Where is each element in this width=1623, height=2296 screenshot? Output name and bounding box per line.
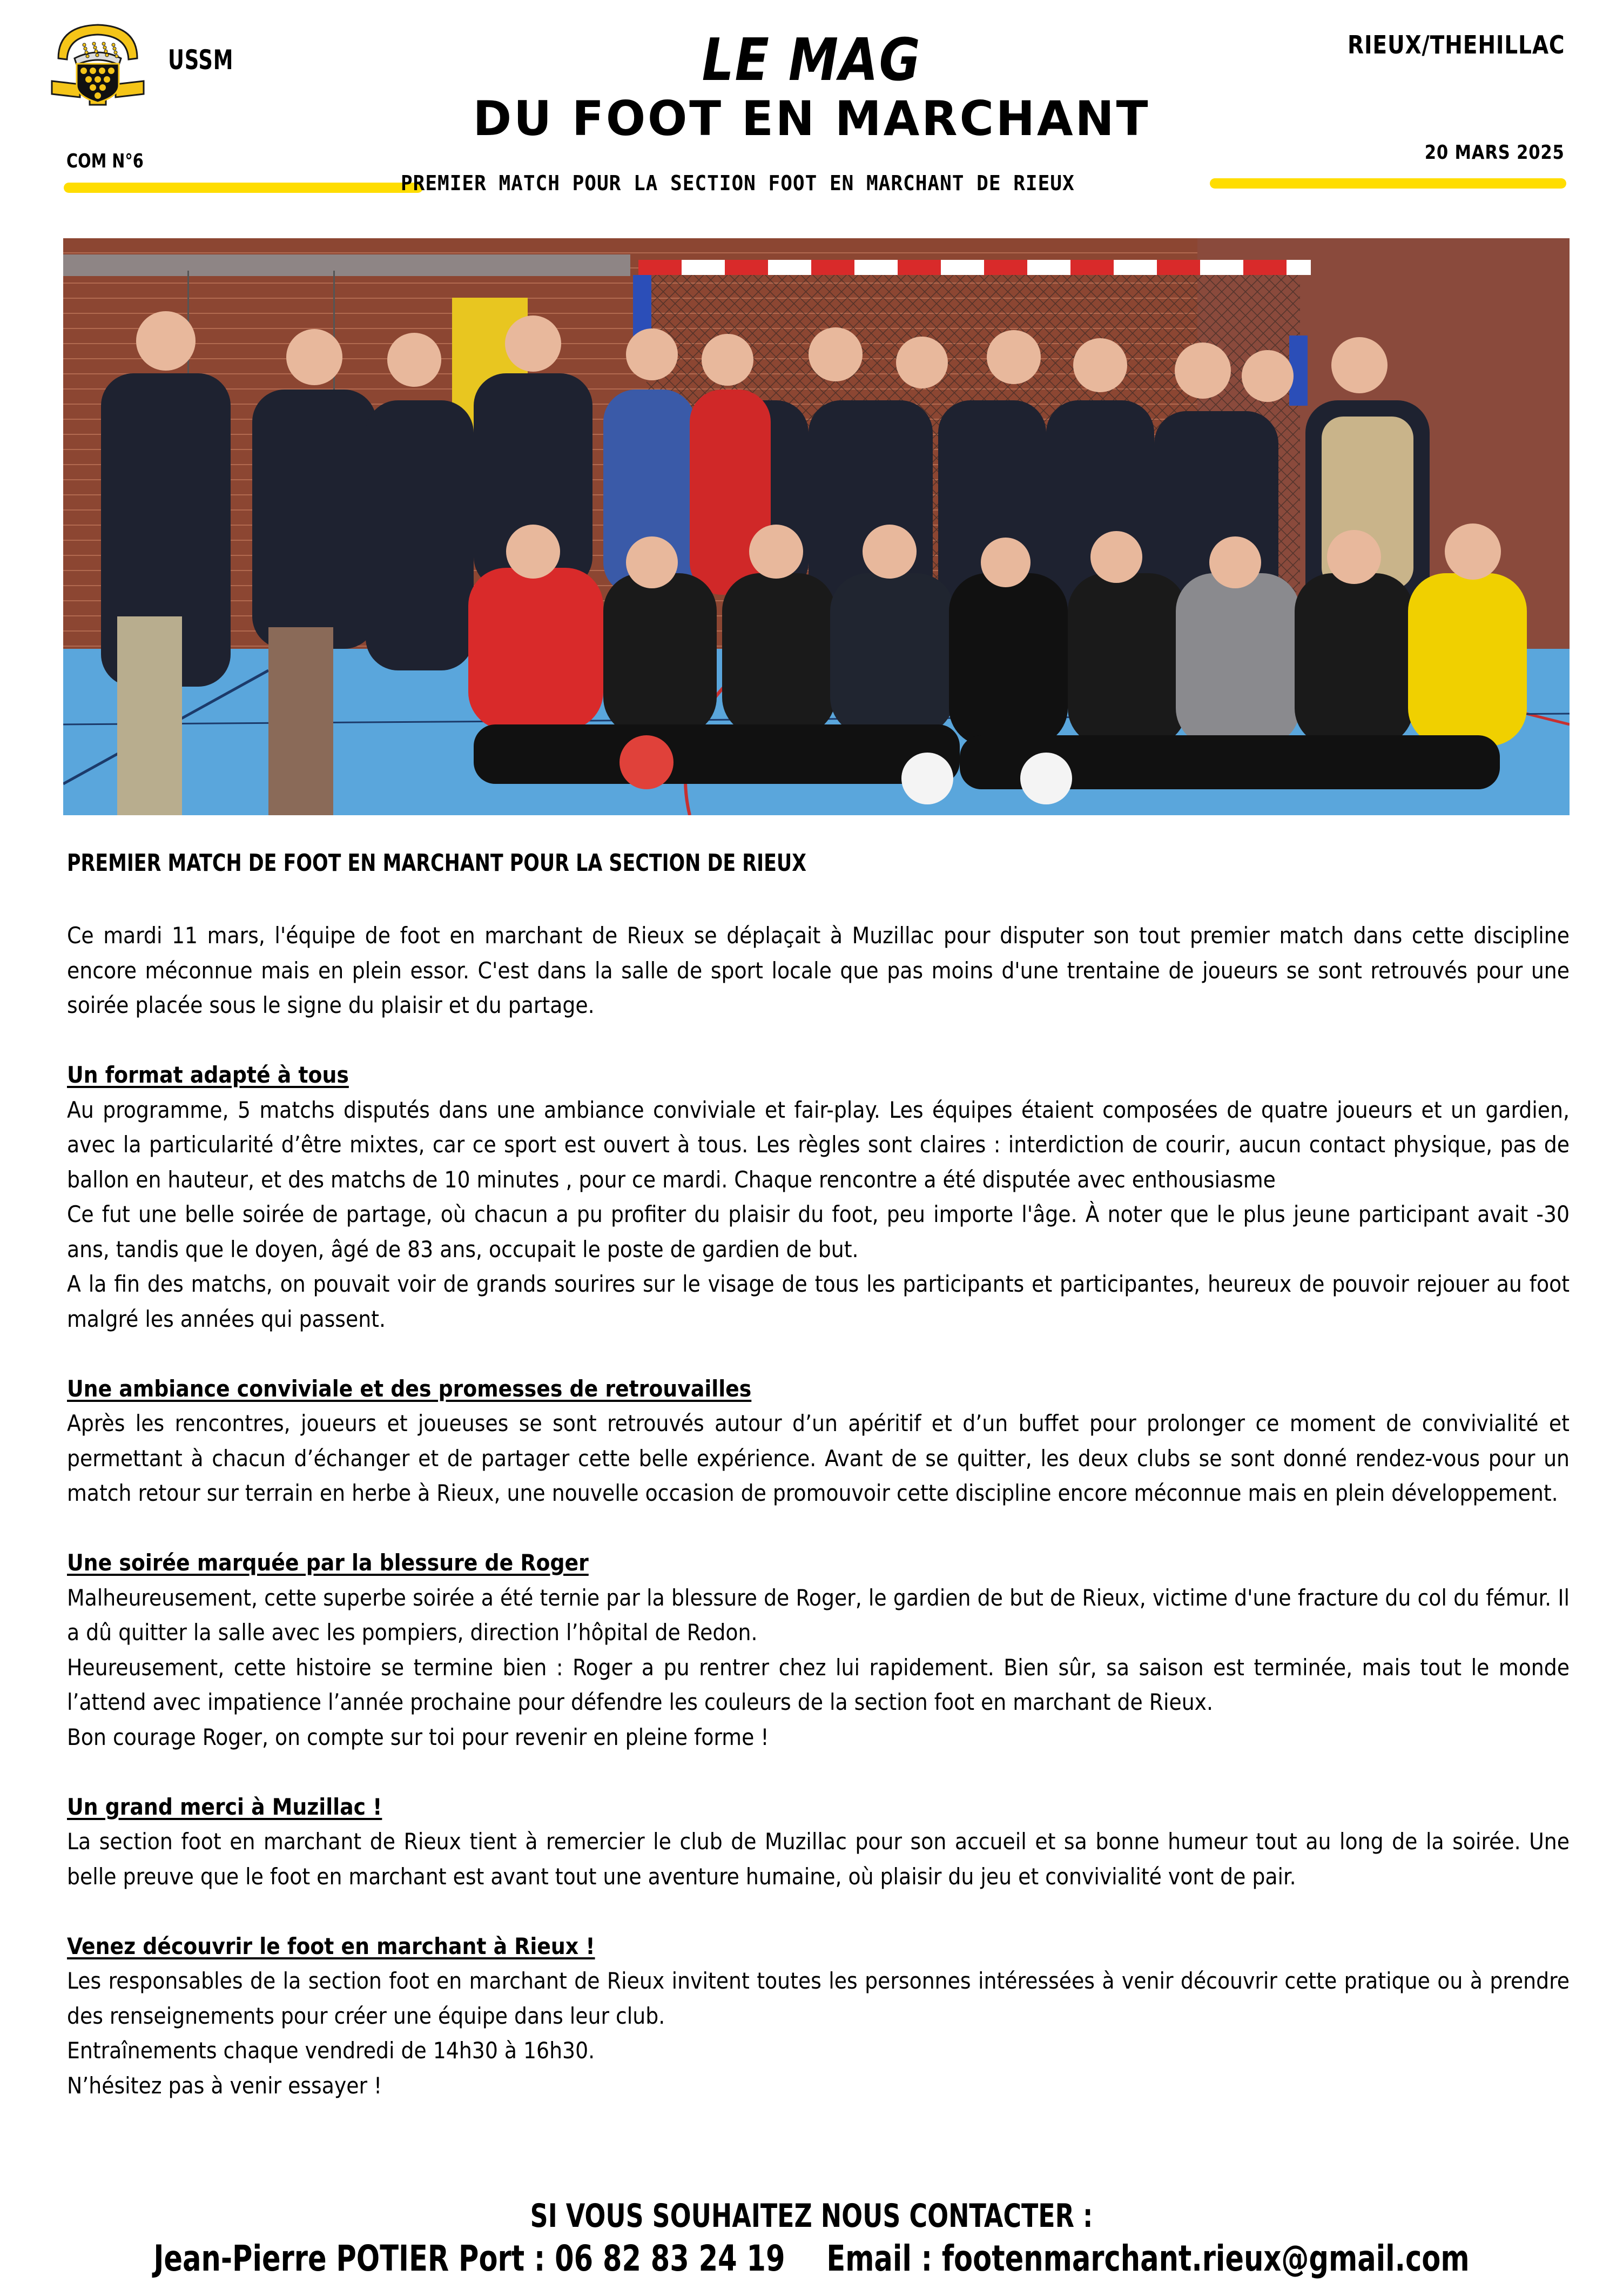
- email-address[interactable]: footenmarchant.rieux@gmail.com: [941, 2238, 1470, 2279]
- section-paragraph: Au programme, 5 matchs disputés dans une ambiance conviviale et fair-play. Les équipes étaient composées de quatre joueurs et un gardien, avec la particularité d’être mixtes, car ce sport est ouvert à tous. Les règles sont claires : interdiction de courir, aucun contact physique, pas de ballon en hauteur, et des matchs de 10 minutes , pour ce mardi. Chaque rencontre a été disputée avec enthousiasme: [67, 1096, 1570, 1193]
- section-heading: Un grand merci à Muzillac !: [67, 1793, 382, 1820]
- section-paragraph: Entraînements chaque vendredi de 14h30 à 16h30.: [67, 2037, 595, 2064]
- section-paragraph: Bon courage Roger, on compte sur toi pour revenir en pleine forme !: [67, 1723, 769, 1750]
- contact-heading: SI VOUS SOUHAITEZ NOUS CONTACTER :: [530, 2197, 1093, 2235]
- issue-subtitle: PREMIER MATCH POUR LA SECTION FOOT EN MARCHANT DE RIEUX: [401, 171, 1075, 195]
- email-label: Email :: [826, 2238, 933, 2279]
- section-paragraph: La section foot en marchant de Rieux tient à remercier le club de Muzillac pour son accueil et sa bonne humeur tout au long de la soirée. Une belle preuve que le foot en marchant est avant tout une aventure humaine, où plaisir du jeu et convivialité vont de pair.: [67, 1828, 1570, 1890]
- section-heading: Venez découvrir le foot en marchant à Rieux !: [67, 1932, 595, 1959]
- magazine-title-line1: LE MAG: [702, 26, 921, 94]
- section-paragraph: N’hésitez pas à venir essayer !: [67, 2072, 382, 2099]
- team-photo-illustration: [63, 238, 1570, 815]
- section-paragraph: Les responsables de la section foot en marchant de Rieux invitent toutes les personnes intéressées à venir découvrir cette pratique ou à prendre des renseignements pour créer une équipe dans leur club.: [67, 1968, 1570, 2029]
- section-paragraph: Malheureusement, cette superbe soirée a été ternie par la blessure de Roger, le gardien de but de Rieux, victime d'une fracture du col du fémur. Il a dû quitter la salle avec les pompiers, direction l’hôpital de Redon.: [67, 1584, 1570, 1646]
- contact-name: Jean-Pierre POTIER: [153, 2238, 449, 2279]
- phone-label: Port :: [459, 2238, 546, 2279]
- issue-number: COM N°6: [66, 150, 144, 172]
- section-heading: Une ambiance conviviale et des promesses de retrouvailles: [67, 1375, 752, 1402]
- contact-line: [113, 2238, 1509, 2279]
- article-intro: Ce mardi 11 mars, l'équipe de foot en marchant de Rieux se déplaçait à Muzillac pour disputer son tout premier match dans cette discipline encore méconnue mais en plein essor. C'est dans la salle de sport locale que pas moins d'une trentaine de joueurs se sont retrouvés pour une soirée placée sous le signe du plaisir et du partage.: [67, 922, 1570, 1018]
- section-paragraph: Heureusement, cette histoire se termine bien : Roger a pu rentrer chez lui rapidement. Bien sûr, sa saison est terminée, mais tout le monde l’attend avec impatience l’année prochaine pour défendre les couleurs de la section foot en marchant de Rieux.: [67, 1654, 1570, 1715]
- section-paragraph: Ce fut une belle soirée de partage, où chacun a pu profiter du plaisir du foot, peu importe l'âge. À noter que le plus jeune participant avait -30 ans, tandis que le doyen, âgé de 83 ans, occupait le poste de gardien de but.: [67, 1201, 1570, 1263]
- accent-bar-left: [64, 183, 423, 193]
- club-name: USSM: [168, 44, 234, 76]
- issue-date: 20 MARS 2025: [1425, 142, 1565, 164]
- phone-number[interactable]: 06 82 83 24 19: [555, 2238, 785, 2279]
- section-paragraph: Après les rencontres, joueurs et joueuses se sont retrouvés autour d’un apéritif et d’un buffet pour prolonger ce moment de convivialité et permettant à chacun d’échanger et de partager cette belle expérience. Avant de se quitter, les deux clubs se sont donné rendez-vous pour un match retour sur terrain en herbe à Rieux, une nouvelle occasion de promouvoir cette discipline encore méconnue mais en plein développement.: [67, 1410, 1570, 1506]
- magazine-title-line2: DU FOOT EN MARCHANT: [473, 91, 1150, 146]
- section-paragraph: A la fin des matchs, on pouvait voir de grands sourires sur le visage de tous les participants et participantes, heureux de pouvoir rejouer au foot malgré les années qui passent.: [67, 1271, 1570, 1332]
- article-body: [67, 918, 1570, 2103]
- article-title: PREMIER MATCH DE FOOT EN MARCHANT POUR LA SECTION DE RIEUX: [67, 849, 807, 877]
- team-group-photo: [63, 238, 1570, 815]
- section-heading: Une soirée marquée par la blessure de Roger: [67, 1549, 589, 1576]
- section-heading: Un format adapté à tous: [67, 1062, 349, 1088]
- accent-bar-right: [1210, 178, 1566, 189]
- city-label: RIEUX/THEHILLAC: [1347, 30, 1565, 59]
